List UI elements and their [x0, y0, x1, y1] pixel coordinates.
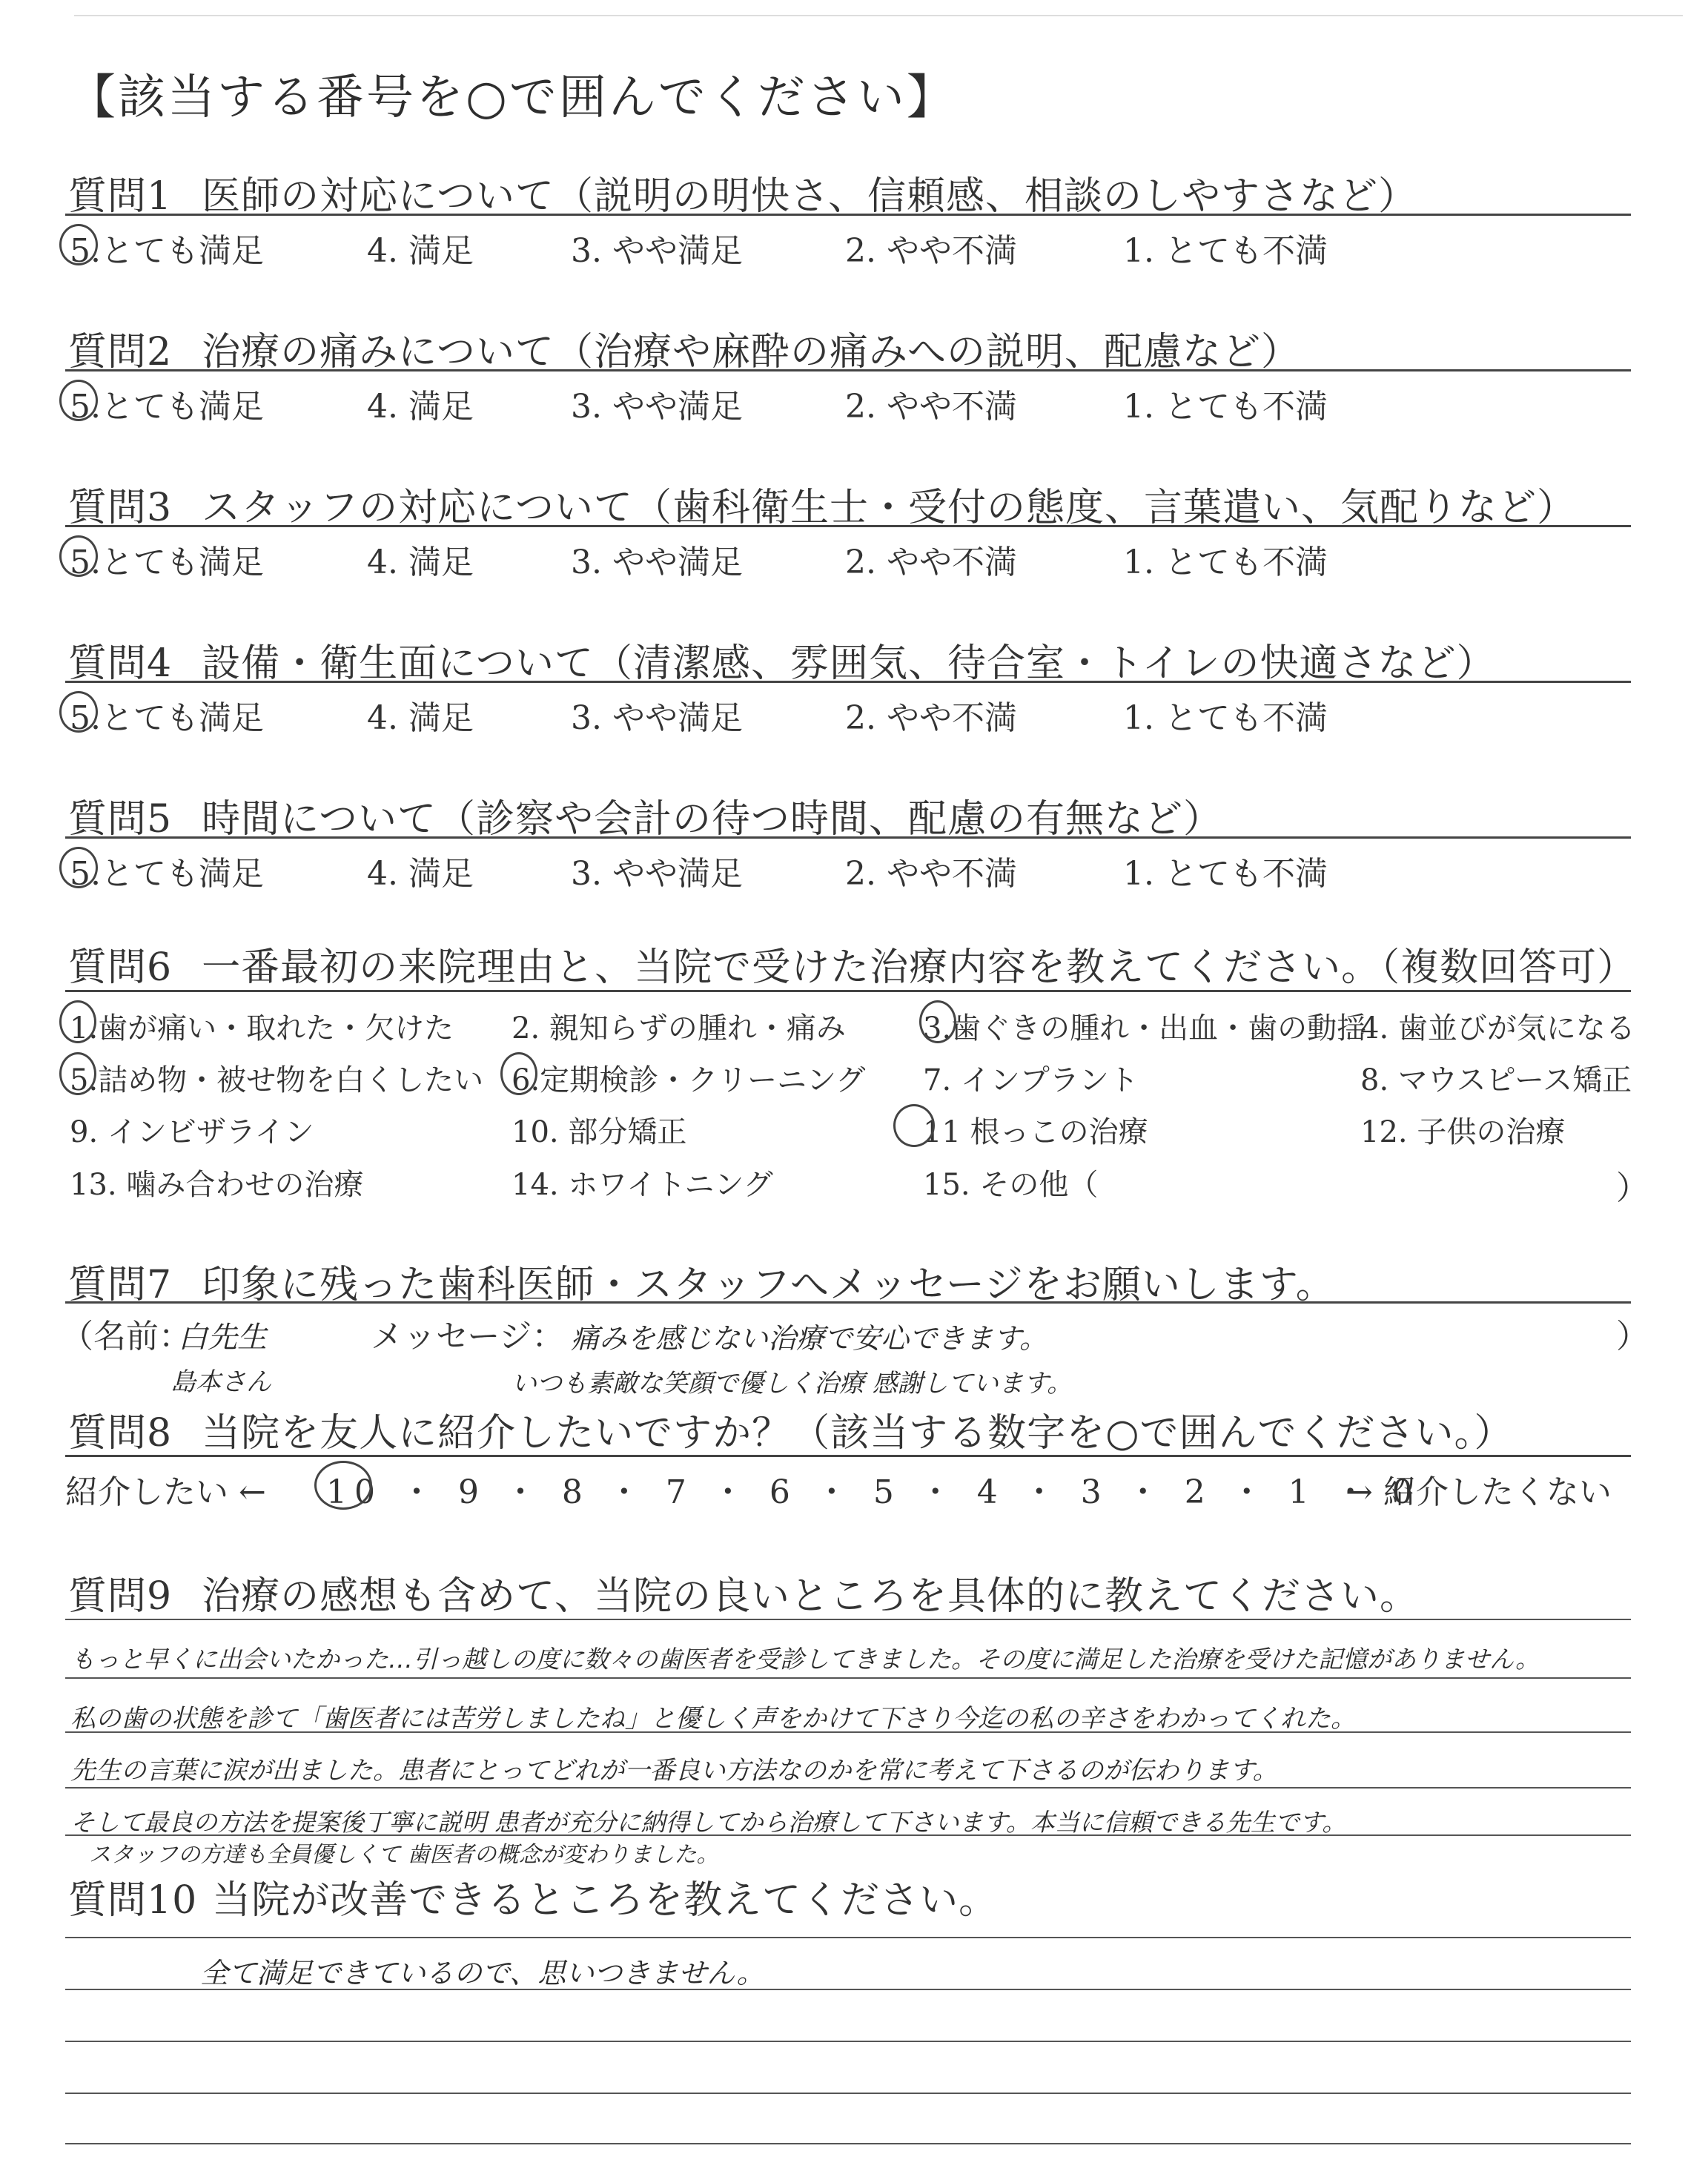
q6-option-7[interactable]: 7. インプラント [923, 1063, 1139, 1097]
q1-number: 質問1 [68, 174, 173, 219]
q2-option-5[interactable]: 5.とても満足 [70, 388, 264, 426]
q10-handwritten-answer: 全て満足できているので、思いつきません。 [200, 1957, 765, 1989]
q2-option-1[interactable]: 1. とても不満 [1123, 388, 1328, 426]
q6-option-9[interactable]: 9. インビザライン [70, 1115, 314, 1149]
q5-option-3[interactable]: 3. やや満足 [571, 855, 743, 893]
q1-text: 医師の対応について（説明の明快さ、信頼感、相談のしやすさなど） [202, 174, 1417, 219]
q3-selected-circle [59, 535, 98, 577]
q10-rule-5 [65, 2143, 1631, 2144]
q8-right-label: → 紹介したくない [1345, 1473, 1612, 1511]
q6-option-12[interactable]: 12. 子供の治療 [1360, 1115, 1566, 1149]
q4-option-5[interactable]: 5.とても満足 [70, 699, 264, 737]
q1-option-3[interactable]: 3. やや満足 [571, 232, 743, 270]
q4-text: 設備・衛生面について（清潔感、雰囲気、待合室・トイレの快適さなど） [202, 641, 1496, 686]
q6-close-paren: ） [1616, 1169, 1649, 1207]
q7-handwritten-message-1: 痛みを感じない治療で安心できます。 [571, 1322, 1047, 1355]
q9-text: 治療の感想も含めて、当院の良いところを具体的に教えてください。 [202, 1574, 1420, 1619]
q6-number: 質問6 [68, 945, 173, 990]
q6-selected-circle-3 [919, 1000, 956, 1043]
q6-text: 一番最初の来院理由と、当院で受けた治療内容を教えてください。（複数回答可） [202, 945, 1637, 990]
q6-selected-circle-1 [59, 1000, 96, 1043]
q10-rule-1 [65, 1937, 1631, 1938]
q9-number: 質問9 [68, 1574, 173, 1619]
q1-option-1[interactable]: 1. とても不満 [1123, 232, 1328, 270]
top-border [74, 15, 1683, 16]
q7-number: 質問7 [68, 1263, 173, 1307]
q7-message-label: メッセージ： [371, 1318, 565, 1355]
q1-option-2[interactable]: 2. やや不満 [845, 232, 1017, 270]
q1-option-5[interactable]: 5.とても満足 [70, 232, 264, 270]
q6-option-6[interactable]: 6.定期検診・クリーニング [512, 1063, 866, 1097]
q10-text: 当院が改善できるところを教えてください。 [212, 1878, 999, 1923]
q3-option-2[interactable]: 2. やや不満 [845, 544, 1017, 581]
q5-text: 時間について（診察や会計の待つ時間、配慮の有無など） [202, 797, 1223, 842]
q2-text: 治療の痛みについて（治療や麻酔の痛みへの説明、配慮など） [202, 330, 1301, 374]
q9-handwritten-line-1: もっと早くに出会いたかった…引っ越しの度に数々の歯医者を受診してきました。その度に満足した治療を受けた記憶がありません。 [70, 1645, 1540, 1674]
q5-option-2[interactable]: 2. やや不満 [845, 855, 1017, 893]
q7-title [68, 1253, 1335, 1309]
q4-title [68, 632, 1495, 687]
q7-close-paren: ） [1616, 1318, 1649, 1355]
q6-option-3[interactable]: 3.歯ぐきの腫れ・出血・歯の動揺 [923, 1011, 1367, 1046]
q5-title [68, 787, 1222, 843]
q9-rule-2 [65, 1677, 1631, 1679]
q1-selected-circle [59, 224, 98, 265]
q6-title [68, 936, 1636, 991]
q6-rule [65, 990, 1631, 992]
q5-selected-circle [59, 847, 98, 888]
q8-selected-circle [314, 1461, 372, 1510]
q7-handwritten-message-2: いつも素敵な笑顔で優しく治療 感謝しています。 [512, 1369, 1073, 1398]
q6-option-15[interactable]: 15. その他（ [923, 1168, 1099, 1202]
q5-option-1[interactable]: 1. とても不満 [1123, 855, 1328, 893]
q6-option-5[interactable]: 5.詰め物・被せ物を白くしたい [70, 1063, 484, 1097]
q2-option-4[interactable]: 4. 満足 [367, 388, 474, 426]
q8-scale: 10 ・ 9 ・ 8 ・ 7 ・ 6 ・ 5 ・ 4 ・ 3 ・ 2 ・ 1 ・ 0 [326, 1473, 1420, 1511]
q6-selected-circle-11 [893, 1104, 935, 1147]
q2-option-3[interactable]: 3. やや満足 [571, 388, 743, 426]
q2-rule [65, 369, 1631, 371]
q10-number: 質問10 [68, 1878, 198, 1923]
q7-text: 印象に残った歯科医師・スタッフへメッセージをお願いします。 [202, 1263, 1335, 1307]
q6-option-13[interactable]: 13. 噛み合わせの治療 [70, 1168, 364, 1202]
q1-option-4[interactable]: 4. 満足 [367, 232, 474, 270]
q10-rule-4 [65, 2093, 1631, 2094]
q4-option-2[interactable]: 2. やや不満 [845, 699, 1017, 737]
q9-title [68, 1565, 1419, 1620]
q6-option-1[interactable]: 1.歯が痛い・取れた・欠けた [70, 1011, 454, 1046]
q9-rule-1 [65, 1619, 1631, 1620]
q3-title [68, 476, 1576, 532]
q10-title [68, 1869, 998, 1924]
q7-handwritten-name-1: 白先生 [178, 1321, 267, 1355]
q6-option-14[interactable]: 14. ホワイトニング [512, 1168, 773, 1202]
q4-option-1[interactable]: 1. とても不満 [1123, 699, 1328, 737]
q9-handwritten-line-5: スタッフの方達も全員優しくて 歯医者の概念が変わりました。 [89, 1842, 719, 1868]
q3-option-4[interactable]: 4. 満足 [367, 544, 474, 581]
q3-number: 質問3 [68, 486, 173, 530]
page-title: 【該当する番号を○で囲んでください】 [68, 70, 956, 125]
q2-title [68, 320, 1300, 376]
q6-option-11[interactable]: 11 根っこの治療 [923, 1115, 1148, 1149]
q2-selected-circle [59, 380, 98, 421]
q6-option-8[interactable]: 8. マウスピース矯正 [1360, 1063, 1632, 1097]
q7-name-label: （名前： [61, 1318, 191, 1355]
q8-text: 当院を友人に紹介したいですか？（該当する数字を○で囲んでください。） [202, 1411, 1514, 1456]
q5-option-5[interactable]: 5.とても満足 [70, 855, 264, 893]
q5-rule [65, 836, 1631, 839]
q8-title [68, 1401, 1513, 1457]
q10-rule-3 [65, 2041, 1631, 2042]
q3-rule [65, 525, 1631, 527]
q7-handwritten-name-2: 島本さん [171, 1367, 271, 1397]
q6-option-2[interactable]: 2. 親知らずの腫れ・痛み [512, 1011, 846, 1046]
q8-left-label: 紹介したい ← [65, 1473, 266, 1511]
q9-rule-4 [65, 1787, 1631, 1789]
q9-handwritten-line-4: そして最良の方法を提案後丁寧に説明 患者が充分に納得してから治療して下さいます。本当に信頼できる先生です。 [70, 1808, 1347, 1837]
q5-option-4[interactable]: 4. 満足 [367, 855, 474, 893]
q4-rule [65, 681, 1631, 683]
q3-option-5[interactable]: 5.とても満足 [70, 544, 264, 581]
q3-option-3[interactable]: 3. やや満足 [571, 544, 743, 581]
q2-number: 質問2 [68, 330, 173, 374]
q4-selected-circle [59, 691, 98, 733]
q4-option-3[interactable]: 3. やや満足 [571, 699, 743, 737]
q6-selected-circle-6 [500, 1052, 537, 1095]
q9-handwritten-line-3: 先生の言葉に涙が出ました。患者にとってどれが一番良い方法なのかを常に考えて下さるのが伝わります。 [70, 1756, 1278, 1786]
q8-rule [65, 1455, 1631, 1457]
q6-option-10[interactable]: 10. 部分矯正 [512, 1115, 687, 1149]
q5-number: 質問5 [68, 797, 173, 842]
q1-rule [65, 214, 1631, 216]
q10-rule-2 [65, 1989, 1631, 1990]
q3-text: スタッフの対応について（歯科衛生士・受付の態度、言葉遣い、気配りなど） [202, 486, 1577, 530]
q4-option-4[interactable]: 4. 満足 [367, 699, 474, 737]
q1-title [68, 165, 1417, 220]
q8-number: 質問8 [68, 1411, 173, 1456]
q9-handwritten-line-2: 私の歯の状態を診て「歯医者には苦労しましたね」と優しく声をかけて下さり今迄の私の辛さをわかってくれた。 [70, 1704, 1356, 1734]
q3-option-1[interactable]: 1. とても不満 [1123, 544, 1328, 581]
q7-rule [65, 1301, 1631, 1304]
q4-number: 質問4 [68, 641, 173, 686]
q6-option-4[interactable]: 4. 歯並びが気になる [1360, 1011, 1635, 1046]
q6-selected-circle-5 [59, 1052, 96, 1095]
q2-option-2[interactable]: 2. やや不満 [845, 388, 1017, 426]
